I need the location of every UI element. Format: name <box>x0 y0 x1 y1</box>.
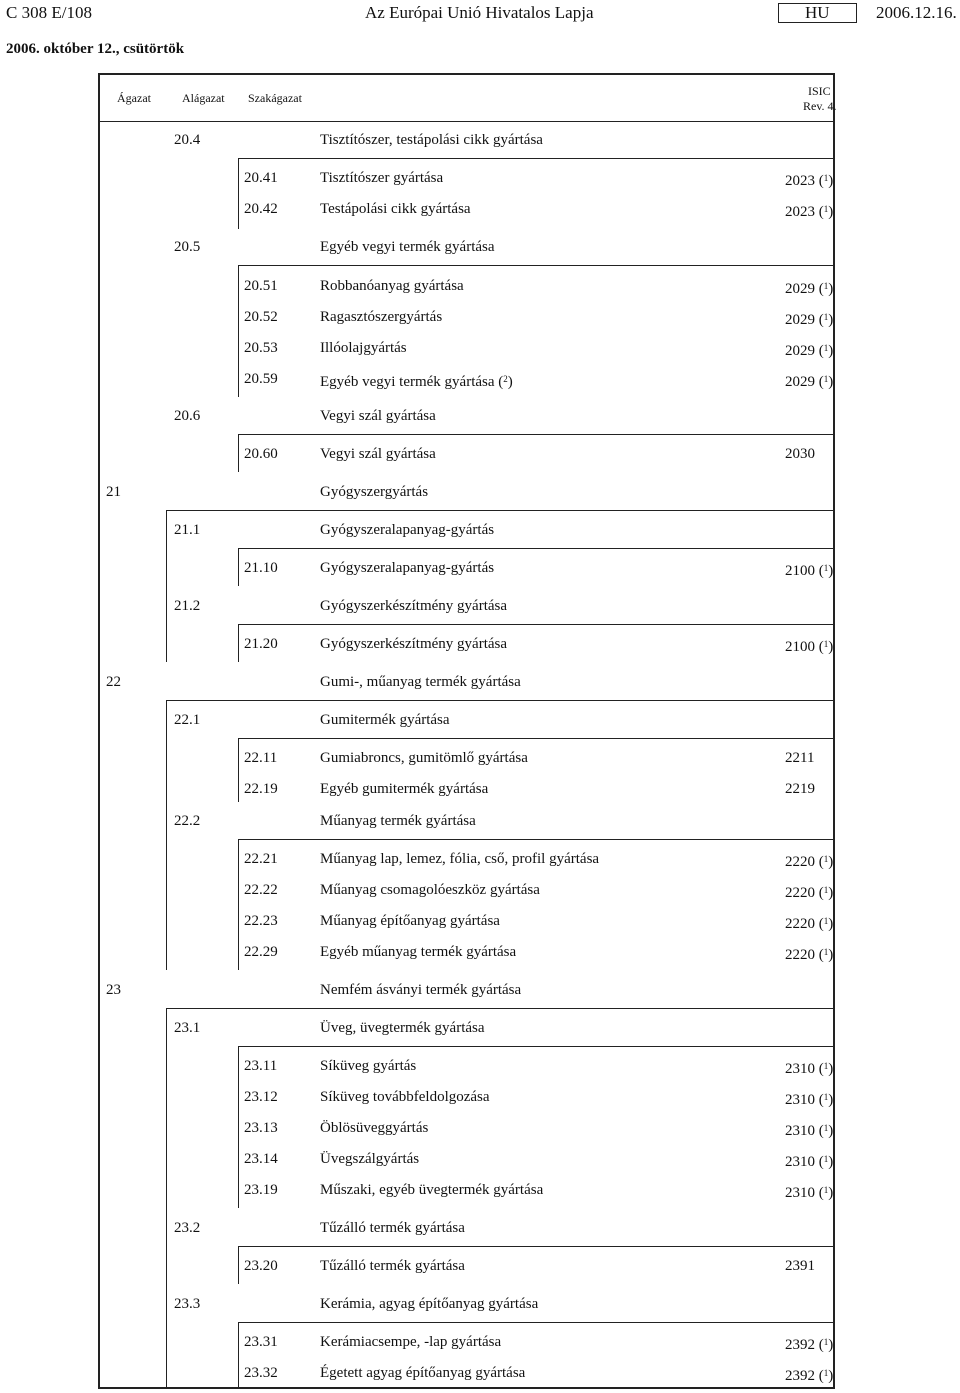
column-header-agazat: Ágazat <box>117 91 151 105</box>
table-row <box>98 1149 835 1173</box>
activity-label: Kerámiacsempe, -lap gyártása <box>320 1334 502 1350</box>
table-row <box>98 1087 835 1111</box>
table-row <box>98 1363 835 1387</box>
footnote-ref[interactable]: 1 <box>823 1123 829 1133</box>
footnote-ref[interactable]: 1 <box>823 1185 829 1195</box>
table-row <box>98 1218 835 1242</box>
isic-code: 2029 ($^1$) <box>785 312 834 328</box>
activity-label: Gumiabroncs, gumitömlő gyártása <box>320 750 528 766</box>
activity-label: Vegyi szál gyártása <box>320 446 436 462</box>
activity-label: Egyéb műanyag termék gyártása <box>320 944 517 960</box>
szakagazat-code: 23.19 <box>244 1182 278 1198</box>
isic-code: 2219 <box>785 781 815 797</box>
page-header <box>0 0 960 26</box>
agazat-code: 22 <box>106 674 121 690</box>
szakagazat-code: 22.22 <box>244 882 278 898</box>
footnote-ref[interactable]: 1 <box>823 854 829 864</box>
table-row <box>98 811 835 835</box>
activity-label: Síküveg gyártás <box>320 1058 417 1074</box>
footnote-ref[interactable]: 1 <box>823 343 829 353</box>
table-row <box>98 849 835 873</box>
table-row <box>98 130 835 154</box>
isic-code: 2310 ($^1$) <box>785 1123 834 1139</box>
footnote-ref[interactable]: 2 <box>503 374 508 384</box>
isic-code: 2310 ($^1$) <box>785 1092 834 1108</box>
group-bracket <box>238 839 239 970</box>
szakagazat-code: 20.60 <box>244 446 278 462</box>
activity-label: Műanyag építőanyag gyártása <box>320 913 500 929</box>
activity-label: Gumi-, műanyag termék gyártása <box>320 674 521 690</box>
table-row <box>98 880 835 904</box>
group-rule <box>166 700 835 701</box>
isic-code: 2100 ($^1$) <box>785 639 834 655</box>
group-rule <box>238 738 835 739</box>
alagazat-code: 21.2 <box>174 598 201 614</box>
isic-code: 2100 ($^1$) <box>785 563 834 579</box>
alagazat-code: 20.6 <box>174 408 201 424</box>
szakagazat-code: 20.41 <box>244 170 278 186</box>
group-rule <box>238 265 835 266</box>
activity-label: Műanyag lap, lemez, fólia, cső, profil gyártása <box>320 851 600 867</box>
language-badge: HU <box>778 3 857 23</box>
table-row <box>98 911 835 935</box>
alagazat-code: 23.2 <box>174 1220 201 1236</box>
group-rule <box>238 1322 835 1323</box>
table-row <box>98 237 835 261</box>
alagazat-code: 21.1 <box>174 522 201 538</box>
isic-code: 2392 ($^1$) <box>785 1368 834 1384</box>
activity-label: Műszaki, egyéb üvegtermék gyártása <box>320 1182 544 1198</box>
szakagazat-code: 21.10 <box>244 560 278 576</box>
footnote-ref[interactable]: 1 <box>823 916 829 926</box>
alagazat-code: 22.1 <box>174 712 201 728</box>
table-row <box>98 482 835 506</box>
footnote-ref[interactable]: 1 <box>823 1154 829 1164</box>
activity-label: Üveg, üvegtermék gyártása <box>320 1020 485 1036</box>
table-row <box>98 1018 835 1042</box>
szakagazat-code: 20.42 <box>244 201 278 217</box>
isic-code: 2220 ($^1$) <box>785 885 834 901</box>
activity-label: Egyéb vegyi termék gyártása ($^2$) <box>320 374 513 390</box>
isic-code: 2029 ($^1$) <box>785 374 834 390</box>
alagazat-code: 23.1 <box>174 1020 201 1036</box>
group-bracket <box>238 1246 239 1284</box>
oj-reference: C 308 E/108 <box>6 3 92 22</box>
activity-label: Tisztítószer gyártása <box>320 170 444 186</box>
table-row <box>98 1256 835 1280</box>
isic-code: 2030 <box>785 446 815 462</box>
activity-label: Vegyi szál gyártása <box>320 408 436 424</box>
table-row <box>98 199 835 223</box>
group-rule <box>238 839 835 840</box>
isic-code: 2392 ($^1$) <box>785 1337 834 1353</box>
group-bracket <box>238 265 239 397</box>
szakagazat-code: 20.59 <box>244 371 278 387</box>
activity-label: Nemfém ásványi termék gyártása <box>320 982 522 998</box>
activity-label: Műanyag termék gyártása <box>320 813 476 829</box>
alagazat-code: 22.2 <box>174 813 201 829</box>
footnote-ref[interactable]: 1 <box>823 173 829 183</box>
isic-code: 2220 ($^1$) <box>785 854 834 870</box>
activity-label: Illóolajgyártás <box>320 340 407 356</box>
table-row <box>98 1180 835 1204</box>
szakagazat-code: 20.52 <box>244 309 278 325</box>
activity-label: Robbanóanyag gyártása <box>320 278 464 294</box>
journal-title: Az Európai Unió Hivatalos Lapja <box>365 3 594 22</box>
isic-code: 2220 ($^1$) <box>785 947 834 963</box>
agazat-code: 23 <box>106 982 121 998</box>
table-row <box>98 1332 835 1356</box>
group-bracket <box>238 434 239 472</box>
group-bracket <box>238 738 239 802</box>
activity-label: Égetett agyag építőanyag gyártása <box>320 1365 526 1381</box>
table-row <box>98 1294 835 1318</box>
table-row <box>98 520 835 544</box>
group-bracket <box>238 158 239 229</box>
footnote-ref[interactable]: 1 <box>823 1092 829 1102</box>
table-row <box>98 942 835 966</box>
activity-label: Egyéb vegyi termék gyártása <box>320 239 495 255</box>
session-date: 2006. október 12., csütörtök <box>6 41 185 57</box>
szakagazat-code: 23.11 <box>244 1058 278 1074</box>
activity-label: Síküveg továbbfeldolgozása <box>320 1089 490 1105</box>
alagazat-code: 20.5 <box>174 239 201 255</box>
group-bracket <box>166 510 167 662</box>
szakagazat-code: 23.13 <box>244 1120 278 1136</box>
footnote-ref[interactable]: 1 <box>823 1061 829 1071</box>
footnote-ref[interactable]: 1 <box>823 1368 829 1378</box>
isic-code: 2029 ($^1$) <box>785 281 834 297</box>
isic-code: 2310 ($^1$) <box>785 1185 834 1201</box>
isic-code: 2220 ($^1$) <box>785 916 834 932</box>
table-row <box>98 748 835 772</box>
activity-label: Gyógyszerkészítmény gyártása <box>320 636 508 652</box>
group-rule <box>238 434 835 435</box>
group-rule <box>238 624 835 625</box>
table-row <box>98 1118 835 1142</box>
column-header-isic-rev: Rev. 4. <box>803 99 837 113</box>
activity-label: Testápolási cikk gyártása <box>320 201 471 217</box>
footnote-ref[interactable]: 1 <box>823 563 829 573</box>
footnote-ref[interactable]: 1 <box>823 204 829 214</box>
alagazat-code: 20.4 <box>174 132 201 148</box>
isic-code: 2023 ($^1$) <box>785 204 834 220</box>
group-bracket <box>238 1322 239 1389</box>
group-rule <box>238 548 835 549</box>
table-row <box>98 168 835 192</box>
szakagazat-code: 23.20 <box>244 1258 278 1274</box>
table-row <box>98 369 835 393</box>
footnote-ref[interactable]: 1 <box>823 374 829 384</box>
szakagazat-code: 22.19 <box>244 781 278 797</box>
table-row <box>98 406 835 430</box>
szakagazat-code: 23.31 <box>244 1334 278 1350</box>
szakagazat-code: 22.11 <box>244 750 278 766</box>
column-header-isic: ISIC <box>808 84 831 98</box>
column-header-alagazat: Alágazat <box>182 91 225 105</box>
group-bracket <box>238 624 239 662</box>
szakagazat-code: 22.21 <box>244 851 278 867</box>
group-rule <box>238 1046 835 1047</box>
isic-code: 2029 ($^1$) <box>785 343 834 359</box>
table-row <box>98 672 835 696</box>
group-bracket <box>238 548 239 586</box>
group-rule <box>166 1008 835 1009</box>
group-rule <box>238 1246 835 1247</box>
table-row <box>98 444 835 468</box>
table-row <box>98 1056 835 1080</box>
szakagazat-code: 21.20 <box>244 636 278 652</box>
table-row <box>98 980 835 1004</box>
szakagazat-code: 23.12 <box>244 1089 278 1105</box>
table-row <box>98 710 835 734</box>
szakagazat-code: 20.51 <box>244 278 278 294</box>
isic-code: 2211 <box>785 750 815 766</box>
group-bracket <box>166 700 167 970</box>
activity-label: Gyógyszeralapanyag-gyártás <box>320 522 495 538</box>
isic-code: 2310 ($^1$) <box>785 1154 834 1170</box>
header-divider <box>98 121 835 122</box>
table-row <box>98 634 835 658</box>
szakagazat-code: 22.23 <box>244 913 278 929</box>
table-row <box>98 338 835 362</box>
group-rule <box>238 158 835 159</box>
activity-label: Gumitermék gyártása <box>320 712 450 728</box>
group-bracket <box>238 1046 239 1208</box>
table-row <box>98 779 835 803</box>
activity-label: Gyógyszerkészítmény gyártása <box>320 598 508 614</box>
table-row <box>98 307 835 331</box>
szakagazat-code: 20.53 <box>244 340 278 356</box>
activity-label: Öblösüveggyártás <box>320 1120 429 1136</box>
isic-code: 2391 <box>785 1258 815 1274</box>
szakagazat-code: 22.29 <box>244 944 278 960</box>
activity-label: Üvegszálgyártás <box>320 1151 420 1167</box>
activity-label: Tűzálló termék gyártása <box>320 1258 465 1274</box>
footnote-ref[interactable]: 1 <box>823 639 829 649</box>
table-row <box>98 558 835 582</box>
activity-label: Gyógyszergyártás <box>320 484 429 500</box>
activity-label: Tűzálló termék gyártása <box>320 1220 465 1236</box>
isic-code: 2023 ($^1$) <box>785 173 834 189</box>
table-row <box>98 276 835 300</box>
table-row <box>98 596 835 620</box>
footnote-ref[interactable]: 1 <box>823 1337 829 1347</box>
activity-label: Kerámia, agyag építőanyag gyártása <box>320 1296 539 1312</box>
szakagazat-code: 23.32 <box>244 1365 278 1381</box>
isic-code: 2310 ($^1$) <box>785 1061 834 1077</box>
activity-label: Műanyag csomagolóeszköz gyártása <box>320 882 540 898</box>
column-header-szakagazat: Szakágazat <box>248 91 302 105</box>
alagazat-code: 23.3 <box>174 1296 201 1312</box>
footnote-ref[interactable]: 1 <box>823 947 829 957</box>
activity-label: Ragasztószergyártás <box>320 309 443 325</box>
activity-label: Tisztítószer, testápolási cikk gyártása <box>320 132 543 148</box>
szakagazat-code: 23.14 <box>244 1151 278 1167</box>
activity-label: Gyógyszeralapanyag-gyártás <box>320 560 495 576</box>
footnote-ref[interactable]: 1 <box>823 312 829 322</box>
group-rule <box>166 510 835 511</box>
footnote-ref[interactable]: 1 <box>823 281 829 291</box>
group-bracket <box>166 1008 167 1389</box>
activity-label: Egyéb gumitermék gyártása <box>320 781 489 797</box>
publication-date: 2006.12.16. <box>876 3 957 22</box>
agazat-code: 21 <box>106 484 121 500</box>
footnote-ref[interactable]: 1 <box>823 885 829 895</box>
